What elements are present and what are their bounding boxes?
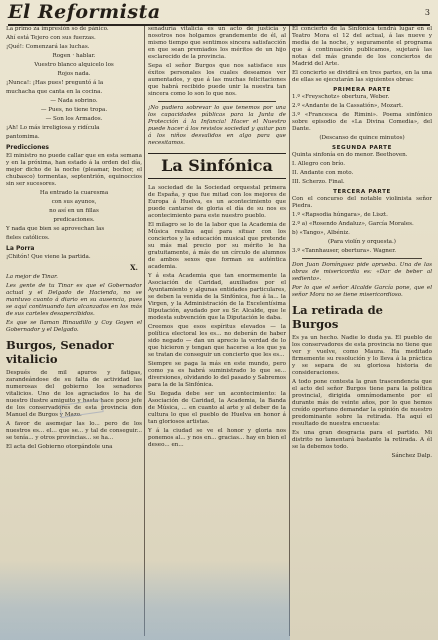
paragraph: A favor de asemejar las lo... pero de los nuestros es... el... que se... y tal de conseguir... se tenía... y otros provincias... se ha... — [6, 421, 142, 441]
column-3 — [292, 26, 432, 636]
signature: X. — [130, 263, 138, 272]
poem-line: muchacha que canta en la cocina. — [6, 89, 103, 95]
program-item: 3.º «Tannhauser, obertura». Wagner. — [292, 248, 397, 254]
italic-paragraph: Les gente de tu Tinar es que el Gobernador actual y el Delgado de Hacienda, no se mantuvo cuanto á diario en su ausencia, pues se aquí continuando tan alcanzados en los más de sus carteles desapercibidos. — [6, 283, 142, 317]
poem-line: — Nada sobrino. — [50, 98, 98, 104]
masthead — [8, 2, 430, 26]
program-part-heading: PRIMERA PARTE — [333, 87, 391, 93]
paragraph: Su llegada debe ser un acontecimiento: la Asociación de Caridad, la Academia, la Banda de Música, ... en cuanto al arte y al deber de la cultura lo que el pueblo de Huelva en honor á tan gloriosos artistas. — [148, 391, 286, 425]
divider — [158, 101, 276, 102]
paragraph: A todo pone contesta la gran trascendencia que el acto del señor Burgos tiene para la política provincial, dirigida omnímodamente por el durante más de veinte años, por lo que hemos creído oportuno demandar la opinión de nuestro predominante sobre la retirada. Ha aquí el resultado de nuestra encuesta: — [292, 379, 432, 427]
program-item: 1.º «Rapsodia húngara», de Liszt. — [292, 212, 388, 218]
column-1 — [6, 26, 142, 636]
program-item: III. Scherzo. Final. — [292, 179, 345, 185]
verse-line: predicaciones. — [53, 217, 95, 223]
verse-line: con sus ayunos, — [51, 199, 97, 205]
paragraph: El milagro se lo de la labor que la Academia de Música realiza aquí para situar con los conciertos y la educación musical que pretende su más mal precio por su mérito le ha gratuitamente, á más de un círculo de alumnos de ambos sexos que forman su auténtica academia. — [148, 222, 286, 270]
headline: Burgos, Senador vitalicio — [6, 338, 114, 366]
program-item: 2.º a) «Rosendo Andaluz», García Morales. — [292, 221, 414, 227]
poem-line: Vuestro blanco alquicelo los — [34, 62, 114, 68]
italic-paragraph: Es que se llaman Rinaudillo y Coy Goyen el Gobernador y el Delgado. — [6, 320, 142, 333]
masthead-title: El Reformista — [8, 1, 161, 23]
program-item: 2.º «Andante de la Cassatión», Mozart. — [292, 103, 403, 109]
italic-paragraph: Por lo que el señor Alcalde García pone, que el señor Mora no se tiene misericordioso. — [292, 285, 432, 298]
program-item: 3.º «Francesca de Rimini». Poema sinfónico sobre episodio de «La Divina Comedia», del Dante. — [292, 112, 432, 132]
poem-line: — Son los Armados. — [45, 116, 103, 122]
program-item: I. Allegro con brío. — [292, 161, 346, 167]
program-item: (Descanso de quince minutos) — [319, 135, 405, 141]
italic-notice: ¡No pudiera sobrevar lo que tenemos por una los capacidades públicas para la Junta de Protección á la Infancia! Hacer el Nuestro puede hacer á los revistos sociedad y quitar pan á los niños desvalidos en algo para que necesitamos. — [148, 105, 286, 146]
poem-line: pantomima. — [6, 134, 40, 140]
italic-paragraph: Don Juan Domínguez pide aprueba. Una de las obras de misericordia es: «Dar de beber al sediento». — [292, 262, 432, 282]
program-part-heading: TERCERA PARTE — [333, 189, 391, 195]
program-item: Con el concurso del notable violinista señor Piedra. — [292, 196, 432, 209]
poem-line: Ahí está Tejero con sus fuerzas. — [6, 35, 96, 41]
program-item: b) «Tango», Albéniz. — [292, 230, 350, 236]
paragraph: Siempre se paga la más en este mundo, pero como ya es habrá suministrado lo que se... diversiones, olvidando lo del pasado y Sabremos para la de la Sinfónica. — [148, 361, 286, 388]
paragraph: El acta del Gobierno otorgándole una — [6, 444, 113, 450]
verse-line: no así en un fillas — [49, 208, 99, 214]
paragraph: El concierto se dividirá en tres partes, en la una de ellas se ejecutarán las siguientes obras: — [292, 70, 432, 83]
verse-line: fieles católicos. — [6, 235, 50, 241]
page-number: 3 — [424, 8, 430, 17]
poem-line: ¡Qué!: Comenzará las luchas. — [6, 44, 90, 50]
paragraph: Y á esta Academia que tan enormemente la Asociación de Caridad, auxiliados por el Ayuntamiento y algunas entidades particulares, se deben la venida de la Sinfónica, fue á la... la Virgen, y la Administración de la Excelentísima Diputación, ayudado por su Sr. Alcalde, que le modesta subvención que la Diputación le daba. — [148, 273, 286, 321]
paragraph: Después de mil apuros y fatigas, zarandeándose de su falta de actividad las numerosas del gobierno los senadores vitalicios. Uno de los agraciados lo ha de nuestro ilustre amiguito y hasta hace poco jefe de los conservadores de esta provincia don Manuel de Burgos y Mazo. — [6, 370, 142, 418]
verse-line: Y nada que bien se aprovechan las — [6, 226, 105, 232]
paragraph: senaduría vitalicia es un acto de justicia y nosotros nos holgamos grandemente de él, al mismo tiempo que sentimos sincera satisfacción en que sean premiados los méritos de un hijo esclarecido de la provincia. — [148, 26, 286, 60]
program-part-heading: SEGUNDA PARTE — [332, 145, 392, 151]
paragraph: ¡Chitón! Que viene la partida. — [6, 254, 91, 260]
program-item: Quinta sinfonía en do menor. Beethoven. — [292, 152, 408, 158]
paragraph: Es una gran desgracia para el partido. Mi distrito no lamentará bastante la retirada. A él se la debemos todo. — [292, 430, 432, 450]
paragraph: Y á la ciudad se ve el honor y gloria nos ponemos al... y nos en... gracias... hay en bien el deseo... en... — [148, 428, 286, 448]
column-rule — [289, 26, 290, 636]
paragraph: Sepa el señor Burgos que nos satisface sus éxitos personales los cuales deseamos ver aumentados, y que á las muchas felicitaciones que habrá recibido puede unir la nuestra tan sincera como lo son lo que nos. — [148, 63, 286, 97]
paragraph: Creemos que esos espíritus elevados — la política electoral les es... no deberán de haber sido negado — dan un aprecio la verdad de lo que hicieron y tengan que hacerse a los que ya se tratan de conseguir un concierto que les es... — [148, 324, 286, 358]
verse-line: Ha entrado la cuaresma — [39, 190, 109, 196]
column-rule — [144, 26, 145, 636]
paragraph: El ministro no puede callar que en esta semana y en la próxima, han estado á la orden del día, mejor dicho de la noche (pleamar, bochor, el chubasco) tormentas, septentrión, equinoccios sin ser sucesores. — [6, 153, 142, 187]
divider — [302, 258, 422, 259]
poem-line: ¡Ah! Lo más irreligiosa y ridícula — [6, 125, 100, 131]
poem-line: Rogen · hablar. — [52, 53, 96, 59]
italic-paragraph: La mejor de Tinar. — [6, 274, 58, 280]
poem-line: La primo za impresión so de pánico. — [6, 26, 109, 32]
program-item: 1.º «Freyschotz» obertura, Weber. — [292, 94, 390, 100]
program-item: (Para violín y orquesta.) — [328, 239, 396, 245]
poem-line: Rojos nada. — [57, 71, 91, 77]
paragraph: El concierto de la Sinfónica tendrá lugar en el Teatro Mora el 12 del actual, á las nueve y media de la noche, y seguramente el programa que á continuación publicamos, sujetará las notas del más grande de los conciertos de Madrid del Arte. — [292, 26, 432, 67]
program-item: II. Andante con moto. — [292, 170, 354, 176]
poem-line: ¡Nunca!: ¡Has pues! preguntó á la — [6, 80, 104, 86]
column-2 — [148, 26, 286, 636]
headline: La retirada de Burgos — [292, 303, 383, 331]
paragraph: Es ya un hecho. Nadie lo duda ya. El pueblo de los conservadores de esta provincia no tiene que ver y vuelve, como Maura. Ha meditado firmemente su resolución y lo lleva á la práctica y se separa de su gloriosa historia de consideraciones. — [292, 335, 432, 376]
headline: La Sinfónica — [148, 153, 286, 179]
paragraph: La sociedad de la Sociedad orquestal primera de España, y que fue mitad con los mejores de Europa á Huelva, es un acontecimiento que puede cantarse de gloria el día de su nos es acontecimiento para este nuestro pueblo. — [148, 185, 286, 219]
section-heading: La Porra — [6, 245, 35, 252]
signature: Sánchez Dalp. — [391, 453, 432, 459]
section-heading: Predicciones — [6, 144, 49, 151]
poem-line: — Pues, no tiene tropa. — [40, 107, 108, 113]
